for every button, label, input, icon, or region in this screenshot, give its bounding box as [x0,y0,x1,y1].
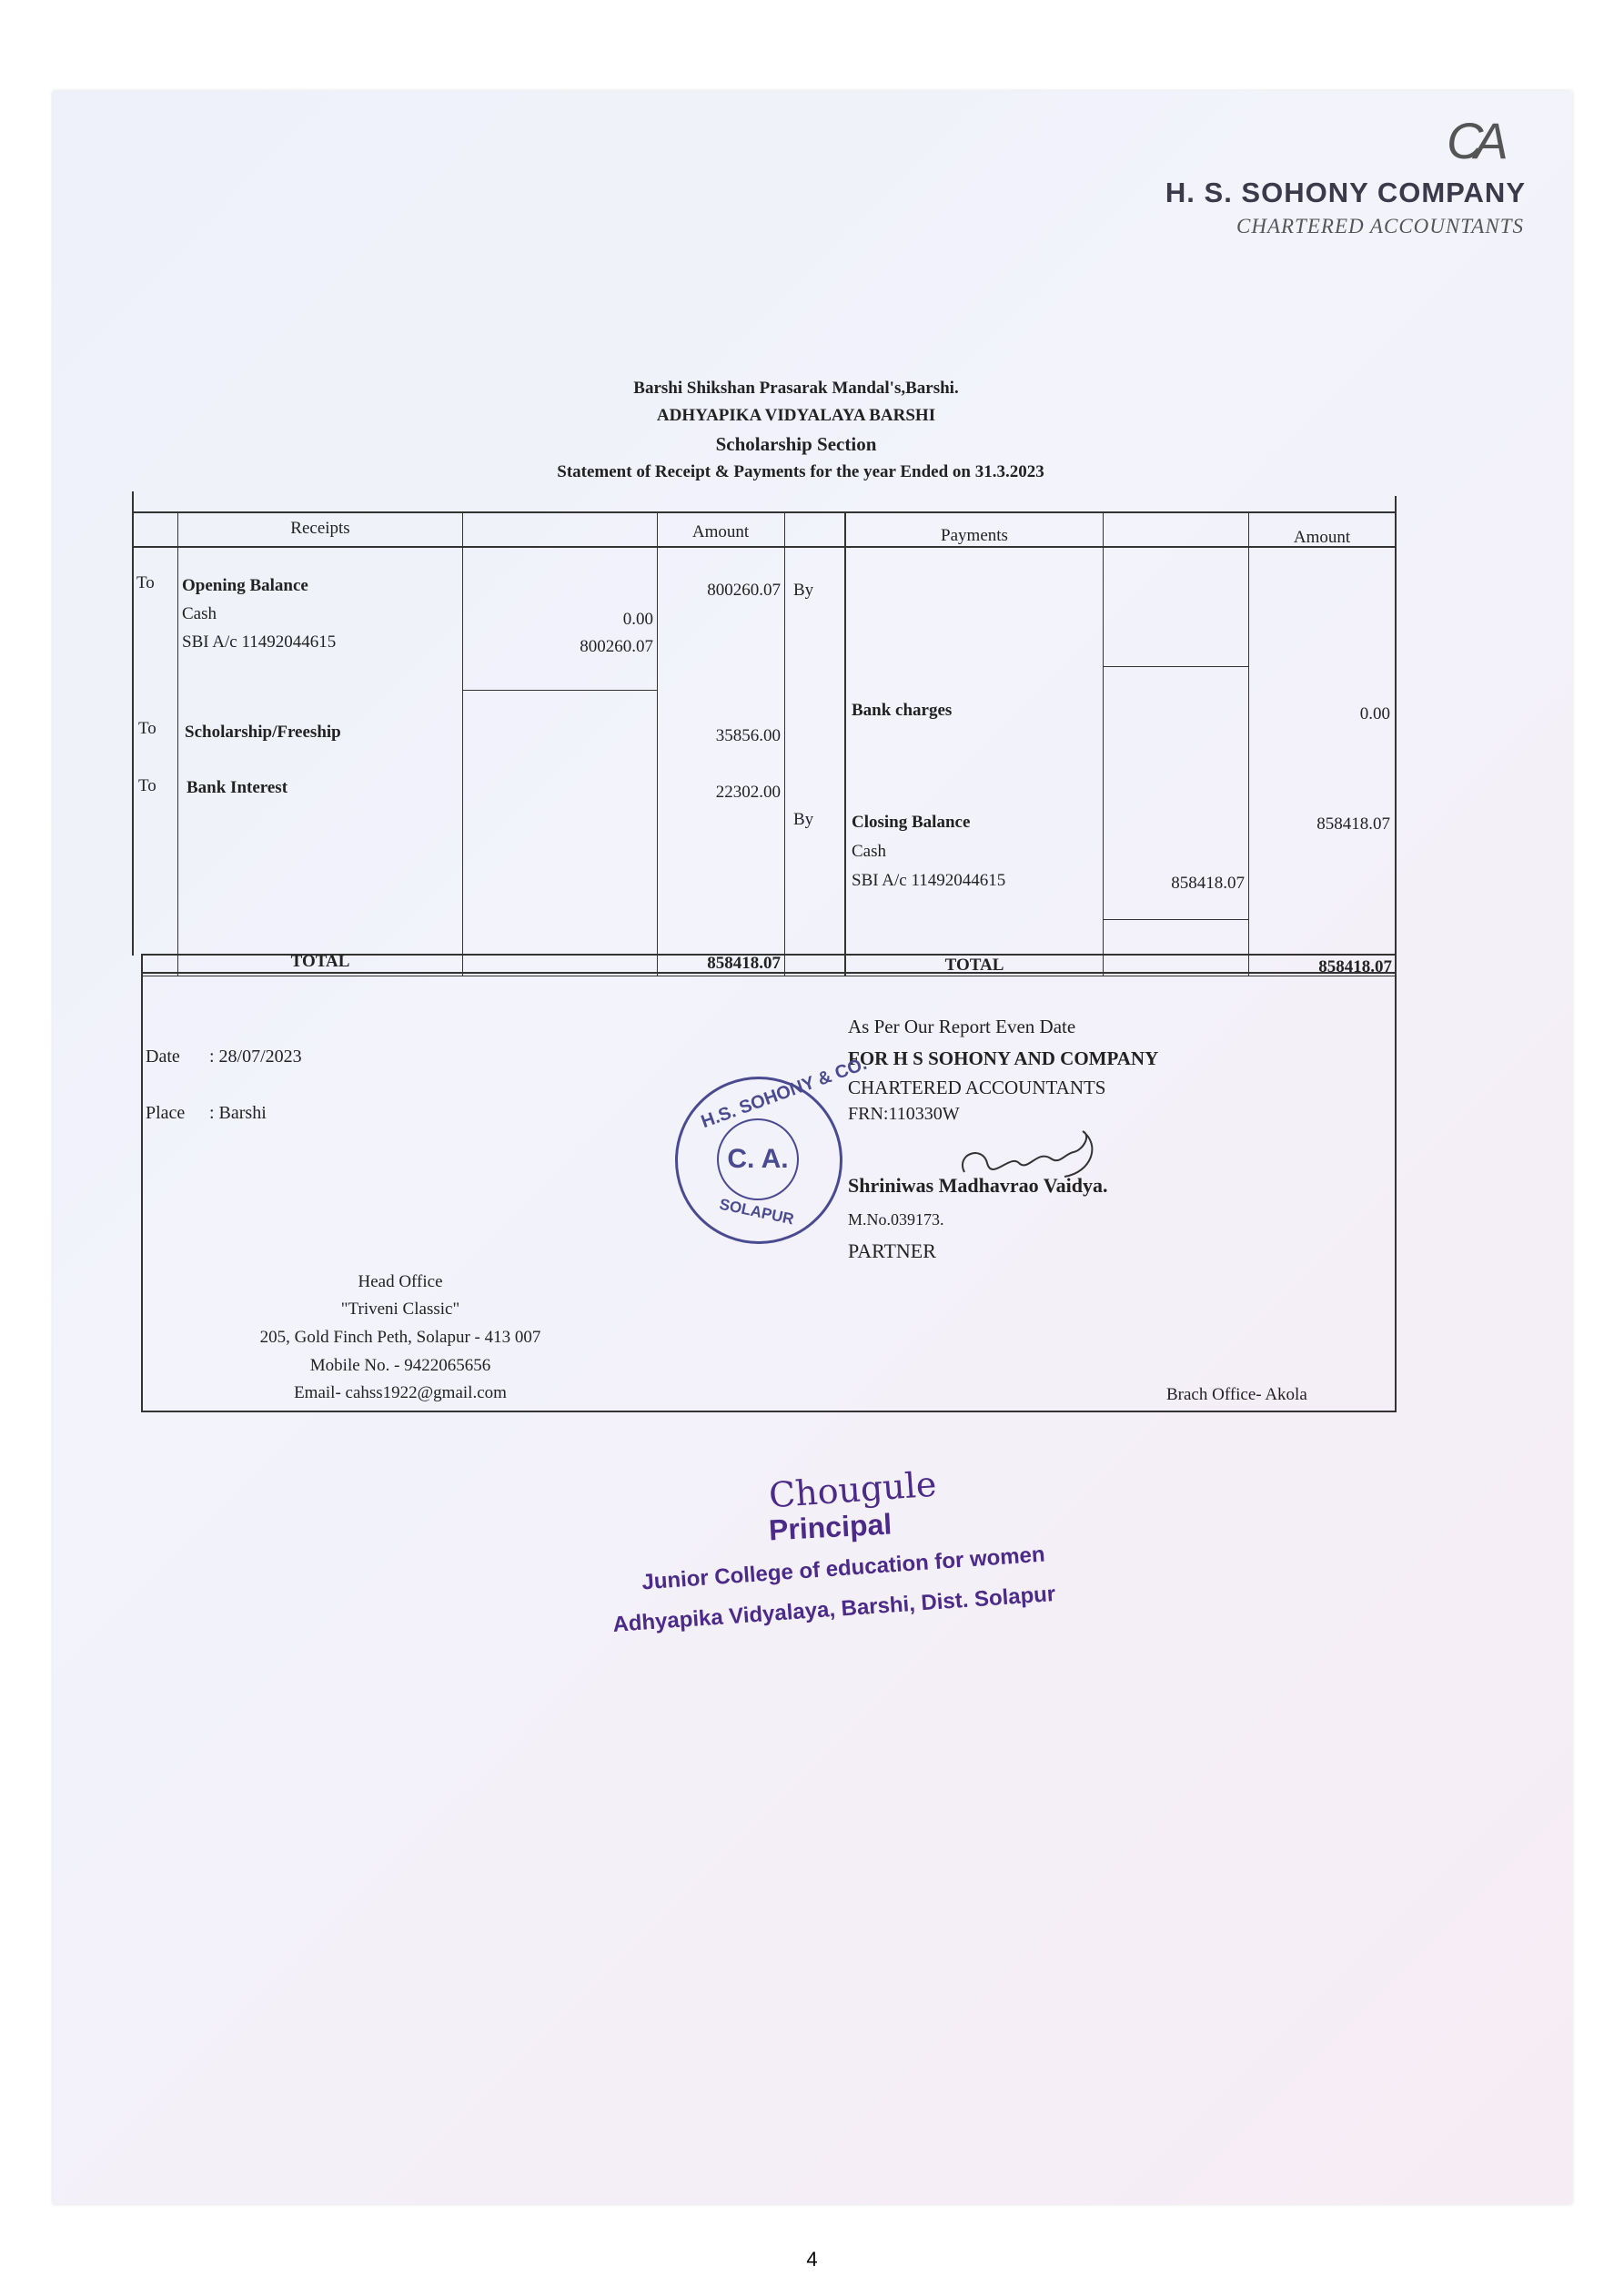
report-line: As Per Our Report Even Date [848,1016,1076,1037]
partner-title: PARTNER [848,1239,936,1262]
page-number: 4 [806,2248,818,2271]
office-email: Email- cahss1922@gmail.com [294,1383,507,1402]
payments-total-amount: 858418.07 [1318,957,1392,976]
office-address: 205, Gold Finch Peth, Solapur - 413 007 [259,1328,541,1347]
by-label-2: By [793,810,814,829]
firm-subtitle: CHARTERED ACCOUNTANTS [1236,215,1524,238]
by-label-1: By [793,581,814,600]
date-label: Date [146,1047,180,1067]
opening-sbi-amount: 800260.07 [580,637,653,656]
principal-address-line: Adhyapika Vidyalaya, Barshi, Dist. Solapur [611,1582,1057,1637]
to-label-1: To [136,573,155,592]
membership-number: M.No.039173. [848,1210,944,1229]
principal-signature: Chougule [767,1463,938,1516]
opening-balance-label: Opening Balance [182,576,308,595]
to-label-3: To [138,776,156,795]
receipts-total-amount: 858418.07 [707,954,781,973]
title-line-2: ADHYAPIKA VIDYALAYA BARSHI [656,406,936,425]
office-building: "Triveni Classic" [340,1300,460,1319]
stamp-top-text: H.S. SOHONY & CO. [698,1053,870,1133]
closing-sbi-amount: 858418.07 [1171,874,1245,893]
stamp-center-text: C. A. [717,1118,799,1200]
place-label: Place [146,1103,186,1123]
date-value: : 28/07/2023 [209,1047,302,1067]
stamp-bottom-text: SOLAPUR [718,1195,796,1229]
closing-balance-amount: 858418.07 [1316,814,1390,834]
receipts-header: Receipts [290,519,350,538]
ca-logo-icon: CA [1447,112,1499,169]
opening-sbi-label: SBI A/c 11492044615 [182,632,337,652]
closing-sbi-label: SBI A/c 11492044615 [852,871,1006,890]
opening-cash-amount: 0.00 [622,610,653,629]
title-line-3: Scholarship Section [715,433,877,455]
payments-total-label: TOTAL [944,956,1004,975]
branch-office: Brach Office- Akola [1166,1385,1307,1404]
title-line-1: Barshi Shikshan Prasarak Mandal's,Barshi. [633,379,959,398]
frn-number: FRN:110330W [848,1104,960,1124]
principal-title: Principal [768,1507,893,1547]
place-value: : Barshi [209,1103,267,1123]
receipts-total-label: TOTAL [290,952,350,971]
to-label-2: To [138,719,156,738]
bank-interest-amount: 22302.00 [715,783,781,802]
opening-cash-label: Cash [182,604,217,623]
principal-college-line: Junior College of education for women [641,1542,1046,1595]
head-office-label: Head Office [358,1272,443,1291]
opening-balance-amount: 800260.07 [707,581,781,600]
payments-amount-header: Amount [1293,528,1351,547]
chartered-accountants: CHARTERED ACCOUNTANTS [848,1077,1106,1098]
office-mobile: Mobile No. - 9422065656 [309,1356,491,1375]
partner-name: Shriniwas Madhavrao Vaidya. [848,1174,1108,1197]
bank-interest-label: Bank Interest [187,778,288,797]
closing-balance-label: Closing Balance [852,813,971,832]
bank-charges-label: Bank charges [852,701,953,720]
payments-header: Payments [941,526,1008,545]
closing-cash-label: Cash [852,842,886,861]
bank-charges-amount: 0.00 [1359,704,1390,723]
scholarship-label: Scholarship/Freeship [185,723,341,742]
receipts-amount-header: Amount [691,522,750,541]
firm-name: H. S. SOHONY COMPANY [1165,177,1526,208]
for-company: FOR H S SOHONY AND COMPANY [848,1047,1159,1069]
title-line-4: Statement of Receipt & Payments for the year Ended on 31.3.2023 [557,462,1044,481]
scholarship-amount: 35856.00 [715,726,781,745]
